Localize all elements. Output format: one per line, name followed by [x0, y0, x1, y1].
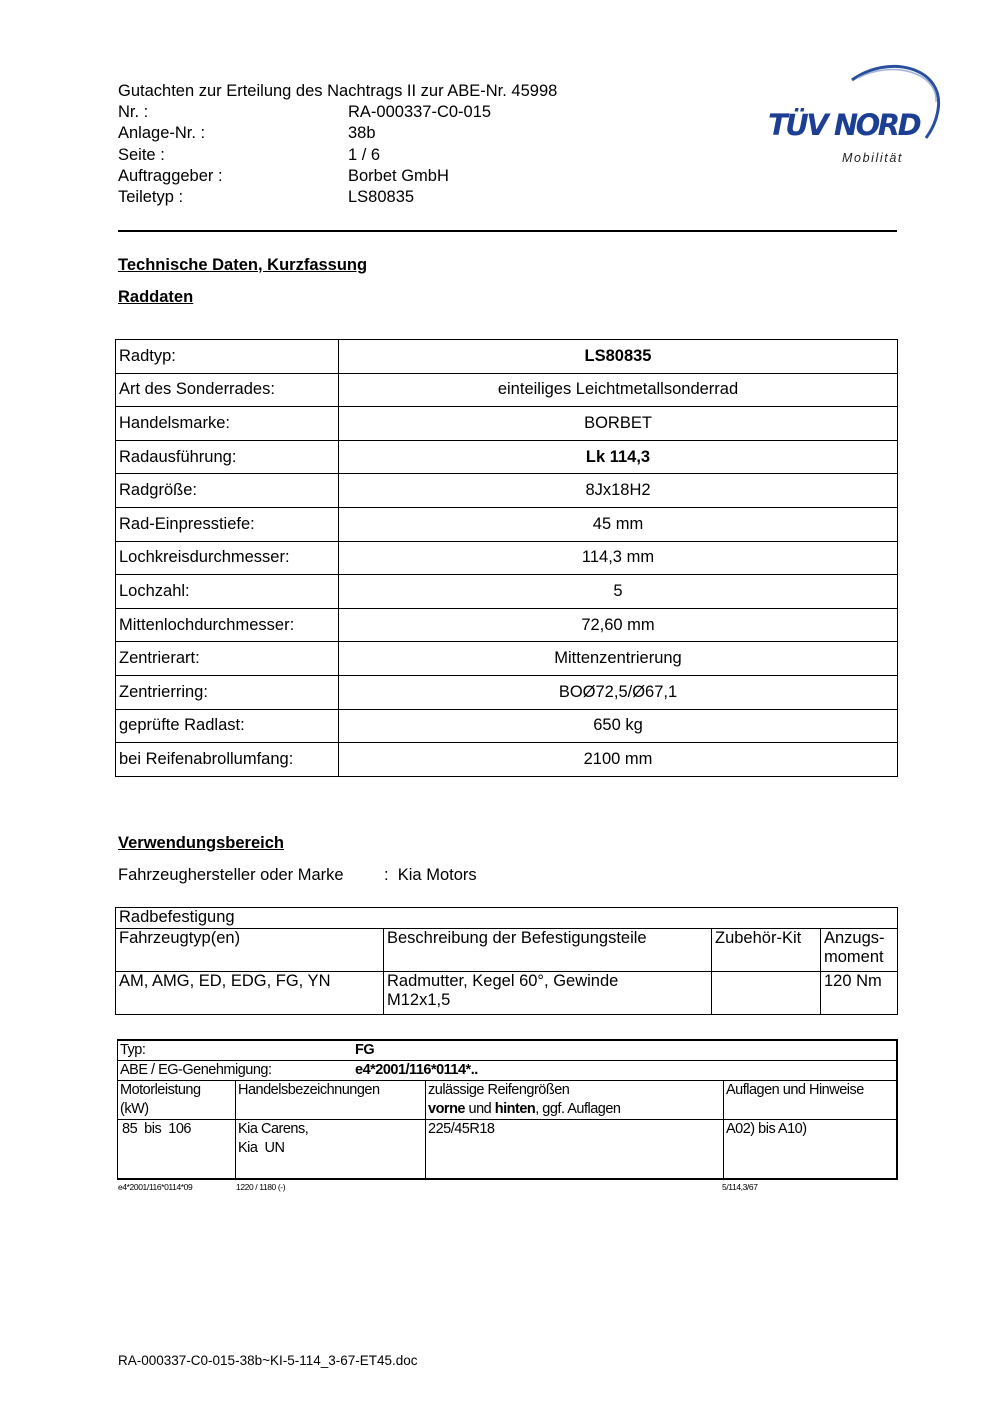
tyres-and: und [465, 1101, 495, 1117]
table-row [116, 575, 898, 609]
wheel-label: Radgröße: [116, 474, 339, 508]
footer-approval-code: e4*2001/116*0114*09 [118, 1182, 193, 1192]
wheel-value: 2100 mm [339, 743, 898, 777]
table-row [116, 373, 898, 407]
fastening-table [115, 907, 898, 1015]
wheel-label: bei Reifenabrollumfang: [116, 743, 339, 777]
table-row [116, 407, 898, 441]
footer-load-code: 1220 / 1180 (-) [236, 1182, 286, 1192]
table-row [116, 743, 898, 777]
wheel-label: Handelsmarke: [116, 407, 339, 441]
section-wheel-title: Raddaten [118, 288, 194, 306]
cell-names [236, 1120, 426, 1180]
tyres-rear: hinten [494, 1101, 536, 1117]
section-technical-title: Technische Daten, Kurzfassung [118, 256, 368, 274]
type-label: Typ: [120, 1042, 146, 1058]
table-row [116, 642, 898, 676]
cell-notes: A02) bis A10) [724, 1120, 898, 1180]
header-value: Borbet GmbH [348, 166, 449, 185]
wheel-value: BOØ72,5/Ø67,1 [339, 675, 898, 709]
footer-pattern-code: 5/114,3/67 [722, 1182, 758, 1192]
section-usage-title: Verwendungsbereich [118, 834, 284, 852]
header-tyres [426, 1081, 724, 1120]
header-description: Beschreibung der Befestigungsteile [384, 929, 712, 972]
cell-kit [712, 972, 821, 1015]
approval-label: ABE / EG-Genehmigung: [120, 1062, 272, 1078]
name-line: Kia UN [238, 1140, 285, 1156]
document-footer: RA-000337-C0-015-38b~KI-5-114_3-67-ET45.doc [118, 1353, 418, 1368]
usage-value: Kia Motors [397, 866, 477, 884]
header-torque-line: moment [824, 948, 884, 966]
header-value: LS80835 [348, 187, 415, 206]
wheel-label: Lochzahl: [116, 575, 339, 609]
tyres-rest: , ggf. Auflagen [535, 1101, 621, 1117]
wheel-data-table [115, 339, 898, 777]
description-line: M12x1,5 [387, 991, 451, 1009]
wheel-label: Mittenlochdurchmesser: [116, 608, 339, 642]
header-power-line: Motorleistung [120, 1082, 201, 1098]
table-row [116, 709, 898, 743]
wheel-label: Radtyp: [116, 340, 339, 374]
table-row [118, 1040, 898, 1061]
header-field-seite [118, 145, 557, 166]
header-value: 38b [348, 124, 376, 143]
table-row [116, 474, 898, 508]
fastening-title: Radbefestigung [116, 908, 898, 929]
table-row [116, 340, 898, 374]
table-row [116, 972, 898, 1015]
header-field-anlage [118, 123, 557, 144]
wheel-value: einteiliges Leichtmetallsonderrad [339, 373, 898, 407]
usage-line [118, 866, 477, 885]
table-row [116, 507, 898, 541]
wheel-value: 72,60 mm [339, 608, 898, 642]
description-line: Radmutter, Kegel 60°, Gewinde [387, 972, 619, 990]
wheel-label: Zentrierart: [116, 642, 339, 676]
table-row [116, 440, 898, 474]
header-rule [118, 230, 897, 232]
header-tyres-line [428, 1100, 721, 1119]
approval-cell [118, 1061, 898, 1081]
wheel-value: 114,3 mm [339, 541, 898, 575]
header-vehicle: Fahrzeugtyp(en) [116, 929, 384, 972]
table-row [116, 908, 898, 929]
cell-description [384, 972, 712, 1015]
header-label: Auftraggeber : [118, 166, 223, 185]
table-row [116, 541, 898, 575]
tyres-front: vorne [428, 1101, 465, 1117]
header-torque-line: Anzugs- [824, 929, 885, 947]
header-power [118, 1081, 236, 1120]
header-field-nr [118, 102, 557, 123]
approval-value: e4*2001/116*0114*.. [355, 1062, 478, 1078]
wheel-label: Rad-Einpresstiefe: [116, 507, 339, 541]
name-line: Kia Carens, [238, 1121, 309, 1137]
header-field-auftraggeber [118, 166, 557, 187]
header-power-line: (kW) [120, 1101, 149, 1117]
header-title: Gutachten zur Erteilung des Nachtrags II zur ABE-Nr. 45998 [118, 82, 558, 100]
wheel-label: Lochkreisdurchmesser: [116, 541, 339, 575]
wheel-label: geprüfte Radlast: [116, 709, 339, 743]
type-cell [118, 1040, 898, 1061]
header-label: Seite : [118, 145, 165, 164]
wheel-value: BORBET [339, 407, 898, 441]
logo-brand-text: TÜV NORD [768, 108, 920, 142]
wheel-label: Radausführung: [116, 440, 339, 474]
wheel-value: LS80835 [339, 340, 898, 374]
wheel-value: Lk 114,3 [339, 440, 898, 474]
header-value: 1 / 6 [348, 145, 381, 164]
cell-power: 85 bis 106 [118, 1120, 236, 1180]
cell-tyres: 225/45R18 [426, 1120, 724, 1180]
header-label: Nr. : [118, 103, 149, 122]
tuv-nord-logo [760, 58, 950, 173]
document-header [118, 81, 557, 208]
header-kit: Zubehör-Kit [712, 929, 821, 972]
header-torque [821, 929, 898, 972]
header-names: Handelsbezeichnungen [236, 1081, 426, 1120]
wheel-label: Art des Sonderrades: [116, 373, 339, 407]
wheel-value: 45 mm [339, 507, 898, 541]
table-row [116, 675, 898, 709]
logo-sub-text: Mobilität [842, 151, 903, 165]
wheel-label: Zentrierring: [116, 675, 339, 709]
usage-colon: : [384, 866, 389, 884]
wheel-value: 8Jx18H2 [339, 474, 898, 508]
table-row [118, 1081, 898, 1120]
type-value: FG [355, 1042, 375, 1058]
header-label: Anlage-Nr. : [118, 124, 206, 143]
table-row [116, 608, 898, 642]
wheel-value: 650 kg [339, 709, 898, 743]
wheel-value: 5 [339, 575, 898, 609]
table-row [116, 929, 898, 972]
header-label: Teiletyp : [118, 187, 184, 206]
cell-torque: 120 Nm [821, 972, 898, 1015]
wheel-value: Mittenzentrierung [339, 642, 898, 676]
header-field-teiletyp [118, 187, 557, 208]
table-row [118, 1120, 898, 1180]
header-notes: Auflagen und Hinweise [724, 1081, 898, 1120]
header-tyres-line: zulässige Reifengrößen [428, 1082, 570, 1098]
table-row [118, 1061, 898, 1081]
usage-label: Fahrzeughersteller oder Marke [118, 866, 344, 884]
type-table [117, 1039, 898, 1180]
header-value: RA-000337-C0-015 [348, 103, 492, 122]
cell-vehicle: AM, AMG, ED, EDG, FG, YN [116, 972, 384, 1015]
